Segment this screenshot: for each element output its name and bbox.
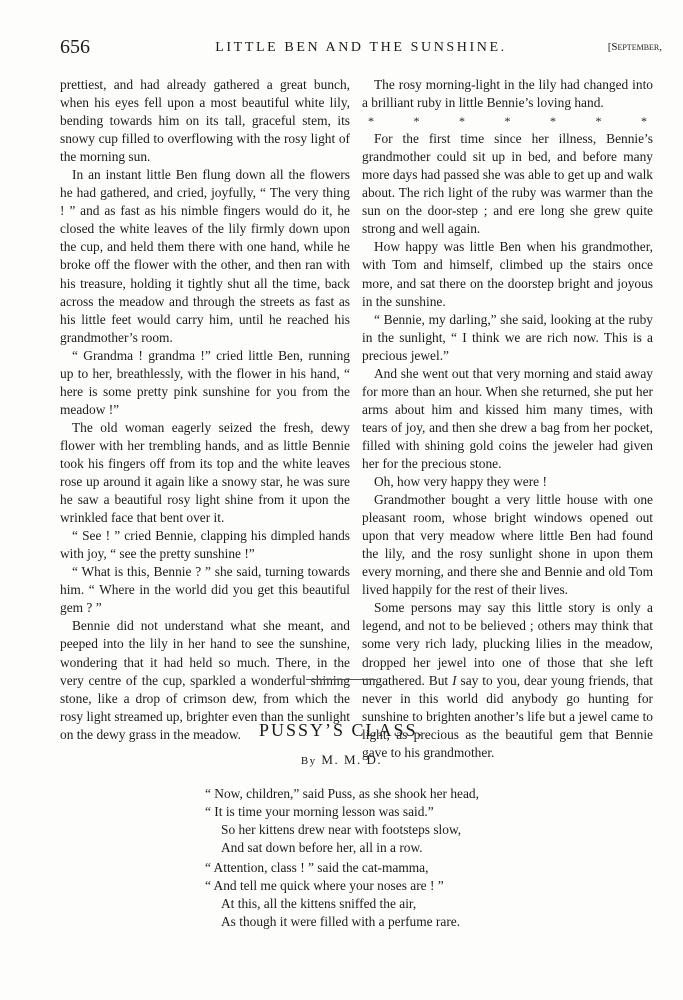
page-number: 656 — [60, 36, 90, 58]
byline-author: M. M. D. — [321, 752, 383, 767]
section-break-star: * — [504, 114, 511, 129]
story-paragraph: “ Grandma ! grandma !” cried little Ben, running up to her, breathlessly, with the flower in his hand, “ here is some pretty pink sunshine for you from the meadow !” — [60, 347, 350, 417]
story-paragraph: “ See ! ” cried Bennie, clapping his dimpled hands with joy, “ see the pretty sunshine !” — [60, 528, 350, 562]
story-paragraph: For the first time since her illness, Bennie’s grandmother could sit up in bed, and before many more days had passed she was able to get up and walk about. The rich light of the ruby was warmer than the sun on the door-step ; and ere long she grew quite strong and well again. — [362, 131, 653, 237]
section-break-star: * — [368, 114, 374, 129]
poem-line: “ And tell me quick where your noses are ! ” — [205, 878, 444, 893]
page-header — [60, 36, 662, 60]
story-paragraph: The old woman eagerly seized the fresh, dewy flower with her trembling hands, and as little Bennie took his fingers off from its top and the white leaves rose up around it again like a snowy star, he was sure he saw a beautiful rosy light shine from it upon the wrinkled face that bent over it. — [60, 419, 350, 526]
section-break — [362, 112, 653, 130]
section-divider — [306, 679, 376, 680]
section-break-star: * — [641, 114, 647, 129]
poem-byline — [0, 752, 683, 768]
poem-line: “ Attention, class ! ” said the cat-mamma, — [205, 860, 429, 875]
poem-stanza — [205, 859, 585, 931]
story-paragraph: “ Bennie, my darling,” she said, looking at the ruby in the sunlight, “ I think we are rich now. This is a precious jewel.” — [362, 311, 653, 363]
closing-emphasis: I — [452, 672, 457, 688]
poem-title: PUSSY’S CLASS. — [258, 720, 425, 740]
story-paragraph: Oh, how very happy they were ! — [374, 474, 547, 490]
story-paragraph: The rosy morning-light in the lily had changed into a brilliant ruby in little Bennie’s loving hand. — [362, 77, 653, 111]
running-title: LITTLE BEN AND THE SUNSHINE. — [215, 40, 507, 55]
poem-line: So her kittens drew near with footsteps slow, — [221, 822, 462, 837]
story-paragraph: “ What is this, Bennie ? ” she said, turning towards him. “ Where in the world did you get this beautiful gem ? ” — [60, 564, 350, 616]
story-left-column — [60, 76, 350, 744]
section-break-star: * — [550, 114, 556, 129]
story-paragraph: And she went out that very morning and staid away for more than an hour. When she returned, she put her arms about him and kissed him many times, with tears of joy, and then she drew a bag from her pocket, filled with shining gold coins the jeweler had given her for the precious stone. — [362, 365, 653, 471]
story-paragraph: Bennie did not understand what she meant, and peeped into the lily in her hand to see the sunshine, wondering that it had held so much. There, in the very centre of the cup, sparkled a wonderful shining stone, like a drop of crimson dew, from which the rosy light streamed up, brighter even than the sunlight on the dewy grass in the meadow. — [60, 618, 350, 742]
poem-line: “ It is time your morning lesson was said.” — [205, 804, 434, 819]
poem-line: And sat down before her, all in a row. — [221, 840, 423, 855]
story-paragraph: prettiest, and had already gathered a great bunch, when his eyes fell upon a most beautiful white lily, bending towards him on its tall, graceful stem, its snowy cup filled to overflowing with the rosy light of the morning sun. — [60, 77, 350, 165]
section-break-star: * — [459, 114, 465, 129]
poem-stanza — [205, 785, 585, 857]
story-paragraph: In an instant little Ben flung down all the flowers he had gathered, and cried, joyfully, “ The very thing ! ” and as fast as his nimble fingers would do it, he closed the white leaves of the lily firmly down upon the cup, and held them there with one hand, while he broke off the flower with the other, and then ran with his treasure, holding it tightly shut all the time, back across the meadow and through the streets as fast as his little feet would carry him, until he reached his grandmother’s room. — [60, 167, 350, 345]
poem-line: “ Now, children,” said Puss, as she shook her head, — [205, 786, 479, 801]
closing-text-after: say to you, dear young friends, that never in this world did anybody go hunting for sunshine to brighten another’s life but a jewel came to light, as precious as the beautiful gem that Bennie gave to his grandmother. — [362, 672, 653, 760]
section-break-star: * — [595, 114, 602, 129]
closing-text-before: Some persons may say this little story is only a legend, and not to be believed ; others may think that some very rich lady, plucking lilies in the meadow, dropped her jewel into one of those that she left ungathered. But — [362, 600, 653, 688]
running-month: [September, — [607, 41, 662, 53]
story-right-column — [362, 76, 653, 762]
poem-line: At this, all the kittens sniffed the air, — [221, 896, 417, 911]
story-paragraph: Grandmother bought a very little house with one pleasant room, whose bright windows opened out upon that very meadow where little Ben had found the lily, and the rosy sunlight shone in upon them every morning, and there she and Bennie and old Tom lived happily for the rest of their lives. — [362, 492, 653, 598]
section-break-star: * — [413, 114, 420, 129]
byline-prefix: By — [300, 755, 317, 767]
poem-line: As though it were filled with a perfume rare. — [221, 914, 461, 929]
story-paragraph: How happy was little Ben when his grandmother, with Tom and himself, climbed up the stairs once more, and sat there on the doorstep bright and joyous in the sunshine. — [362, 239, 653, 309]
